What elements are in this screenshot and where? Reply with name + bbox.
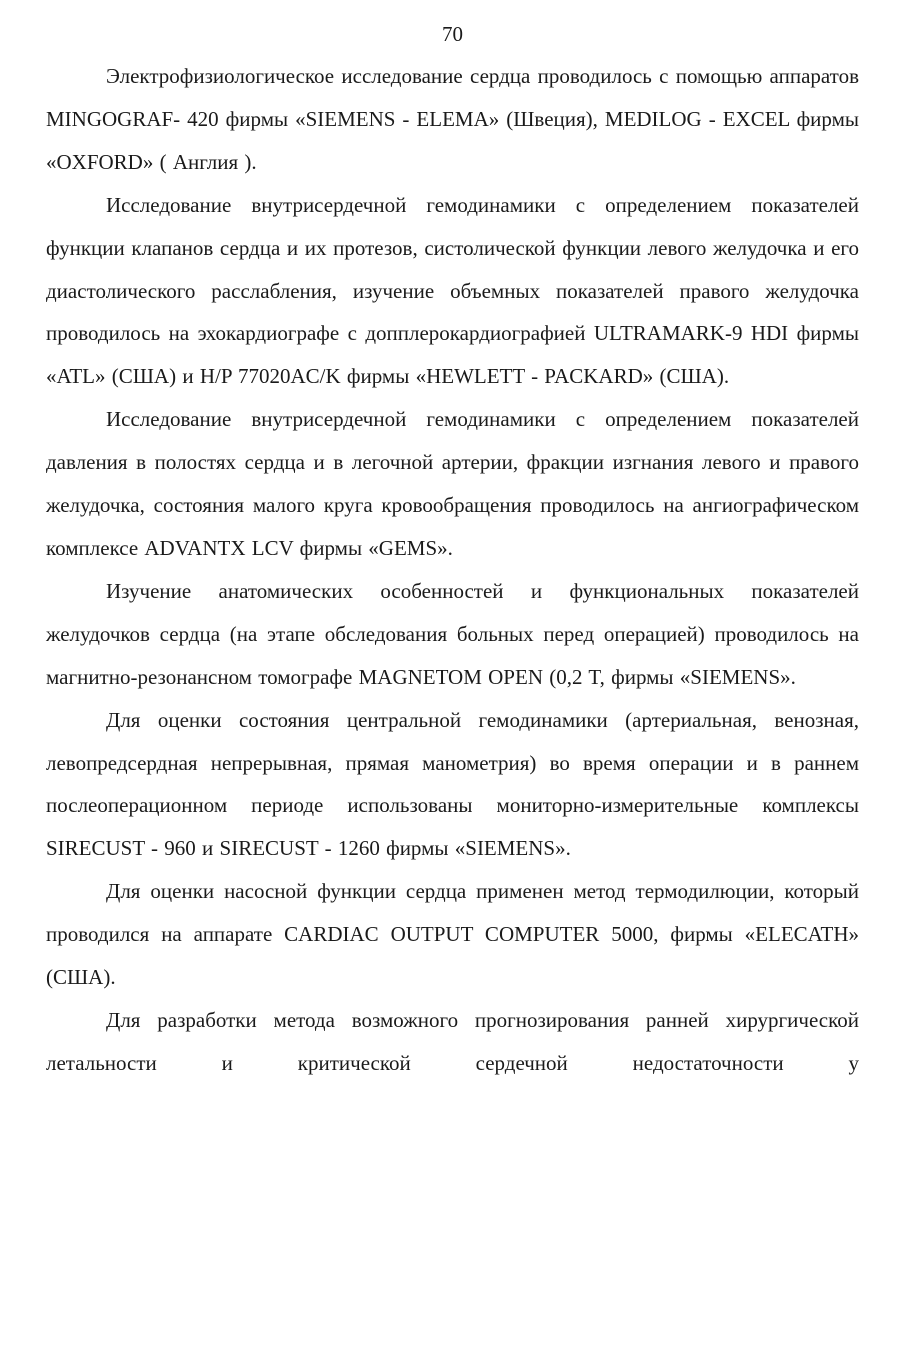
page-number: 70	[442, 22, 463, 46]
paragraph-thermodilution: Для оценки насосной функции сердца применен метод термодилюции, который проводился на аппарате CARDIAC OUTPUT COMPUTER 5000, фирмы «ELECATH» (США).	[46, 879, 859, 990]
document-body	[46, 55, 859, 1085]
paragraph-central-hemodynamics: Для оценки состояния центральной гемодинамики (артериальная, венозная, левопредсердная непрерывная, прямая манометрия) во время операции и в раннем послеоперационном периоде использованы мониторно-измерительные комплексы SIRECUST - 960 и SIRECUST - 1260 фирмы «SIEMENS».	[46, 707, 859, 861]
paragraph-prognosis: Для разработки метода возможного прогнозирования ранней хирургической летальности и критической сердечной недостаточности у	[46, 1007, 859, 1075]
paragraph-electrophysiology: Электрофизиологическое исследование сердца проводилось с помощью аппаратов MINGOGRAF- 420 фирмы «SIEMENS - ELEMA» (Швеция), MEDILOG - EXCEL фирмы «OXFORD» ( Англия ).	[46, 64, 859, 174]
paragraph-mri: Изучение анатомических особенностей и функциональных показателей желудочков сердца (на этапе обследования больных перед операцией) проводилось на магнитно-резонансном томографе MAGNETOM OPEN (0,2 T, фирмы «SIEMENS».	[46, 578, 859, 689]
paragraph-angiography: Исследование внутрисердечной гемодинамики с определением показателей давления в полостях сердца и в легочной артерии, фракции изгнания левого и правого желудочка, состояния малого круга кровообращения проводилось на ангиографическом комплексе ADVANTX LCV фирмы «GEMS».	[46, 407, 859, 560]
paragraph-echocardiography: Исследование внутрисердечной гемодинамики с определением показателей функции клапанов сердца и их протезов, систолической функции левого желудочка и его диастолического расслабления, изучение объемных показателей правого желудочка проводилось на эхокардиографе с допплерокардиографией ULTRAMARK-9 HDI фирмы «ATL» (США) и H/P 77020AC/K фирмы «HEWLETT - PACKARD» (США).	[46, 192, 859, 389]
